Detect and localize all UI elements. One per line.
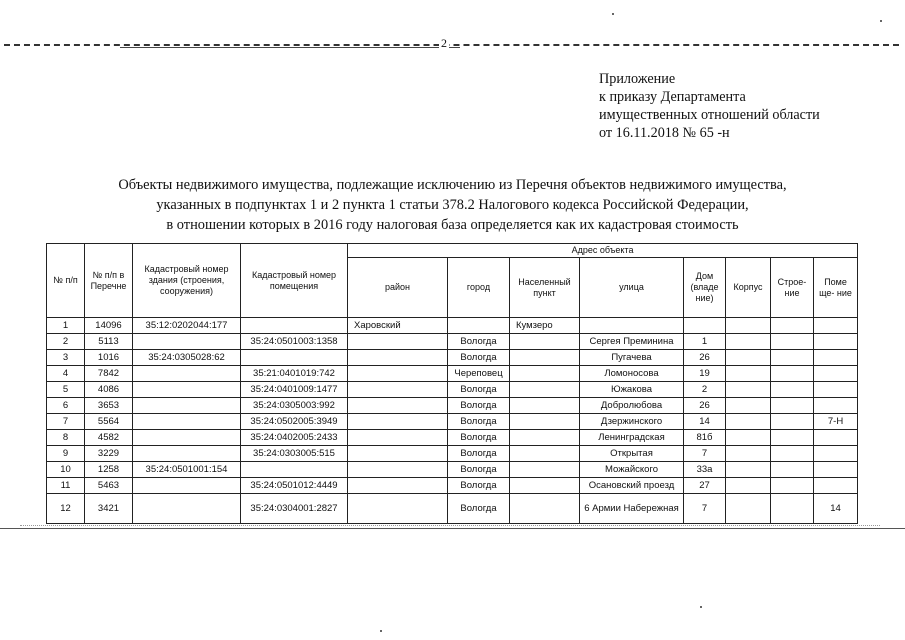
cell-list-num: 5564 bbox=[85, 414, 133, 430]
cell-house: 7 bbox=[684, 494, 726, 524]
cell-num: 3 bbox=[47, 350, 85, 366]
cell-house: 81б bbox=[684, 430, 726, 446]
table-row bbox=[47, 446, 858, 462]
cell-city: Вологда bbox=[448, 382, 510, 398]
cell-house: 2 bbox=[684, 382, 726, 398]
cell-house: 19 bbox=[684, 366, 726, 382]
objects-table bbox=[46, 243, 858, 524]
scan-bottom-rule-secondary bbox=[20, 525, 880, 526]
cell-list-num: 1258 bbox=[85, 462, 133, 478]
cell-pomeshchenie bbox=[814, 366, 858, 382]
appendix-line: имущественных отношений области bbox=[599, 107, 820, 123]
cell-street: Можайского bbox=[580, 462, 684, 478]
cell-num: 11 bbox=[47, 478, 85, 494]
title-line: указанных в подпунктах 1 и 2 пункта 1 статьи 378.2 Налогового кодекса Российской Федерации, bbox=[156, 197, 749, 213]
cell-house: 14 bbox=[684, 414, 726, 430]
scan-top-rule-secondary bbox=[120, 47, 460, 50]
cell-city: Вологда bbox=[448, 350, 510, 366]
header-address-group: Адрес объекта bbox=[348, 244, 858, 258]
cell-building-cadastral bbox=[133, 398, 241, 414]
cell-city: Вологда bbox=[448, 462, 510, 478]
cell-room-cadastral: 35:24:0402005:2433 bbox=[241, 430, 348, 446]
cell-stroenie bbox=[771, 398, 814, 414]
cell-district bbox=[348, 414, 448, 430]
cell-stroenie bbox=[771, 366, 814, 382]
cell-korpus bbox=[726, 366, 771, 382]
cell-stroenie bbox=[771, 478, 814, 494]
header-building-cadastral: Кадастровый номер здания (строения, сооружения) bbox=[133, 244, 241, 318]
cell-street: Сергея Преминина bbox=[580, 334, 684, 350]
cell-stroenie bbox=[771, 446, 814, 462]
cell-pomeshchenie bbox=[814, 462, 858, 478]
cell-building-cadastral: 35:24:0305028:62 bbox=[133, 350, 241, 366]
cell-room-cadastral: 35:24:0401009:1477 bbox=[241, 382, 348, 398]
cell-num: 6 bbox=[47, 398, 85, 414]
header-num: № п/п bbox=[47, 244, 85, 318]
table-row bbox=[47, 462, 858, 478]
cell-city bbox=[448, 318, 510, 334]
cell-korpus bbox=[726, 446, 771, 462]
cell-district bbox=[348, 334, 448, 350]
cell-city: Вологда bbox=[448, 398, 510, 414]
appendix-block bbox=[599, 70, 820, 142]
header-stroenie: Строе- ние bbox=[771, 258, 814, 318]
cell-korpus bbox=[726, 414, 771, 430]
title-line: Объекты недвижимого имущества, подлежащие исключению из Перечня объектов недвижимого имущества, bbox=[118, 177, 787, 193]
cell-street: Осановский проезд bbox=[580, 478, 684, 494]
cell-stroenie bbox=[771, 430, 814, 446]
cell-room-cadastral: 35:24:0305003:992 bbox=[241, 398, 348, 414]
cell-street: Открытая bbox=[580, 446, 684, 462]
cell-pomeshchenie bbox=[814, 446, 858, 462]
cell-settlement bbox=[510, 446, 580, 462]
document-title bbox=[0, 175, 905, 235]
cell-num: 4 bbox=[47, 366, 85, 382]
cell-settlement bbox=[510, 366, 580, 382]
cell-list-num: 1016 bbox=[85, 350, 133, 366]
cell-district bbox=[348, 462, 448, 478]
title-line: в отношении которых в 2016 году налоговая база определяется как их кадастровая стоимость bbox=[166, 217, 739, 233]
cell-korpus bbox=[726, 478, 771, 494]
cell-city: Вологда bbox=[448, 414, 510, 430]
cell-settlement bbox=[510, 382, 580, 398]
cell-stroenie bbox=[771, 494, 814, 524]
cell-district: Харовский bbox=[348, 318, 448, 334]
cell-city: Вологда bbox=[448, 430, 510, 446]
cell-street: Южакова bbox=[580, 382, 684, 398]
cell-settlement bbox=[510, 334, 580, 350]
cell-stroenie bbox=[771, 334, 814, 350]
cell-street: 6 Армии Набережная bbox=[580, 494, 684, 524]
cell-pomeshchenie bbox=[814, 478, 858, 494]
cell-street: Дзержинского bbox=[580, 414, 684, 430]
cell-num: 2 bbox=[47, 334, 85, 350]
table-row bbox=[47, 478, 858, 494]
cell-city: Вологда bbox=[448, 446, 510, 462]
cell-pomeshchenie bbox=[814, 398, 858, 414]
cell-building-cadastral bbox=[133, 430, 241, 446]
cell-num: 5 bbox=[47, 382, 85, 398]
cell-building-cadastral bbox=[133, 446, 241, 462]
scan-speck bbox=[700, 606, 702, 608]
table-body bbox=[47, 318, 858, 524]
cell-room-cadastral: 35:24:0501003:1358 bbox=[241, 334, 348, 350]
cell-street: Ленинградская bbox=[580, 430, 684, 446]
cell-list-num: 4582 bbox=[85, 430, 133, 446]
cell-room-cadastral: 35:24:0304001:2827 bbox=[241, 494, 348, 524]
header-street: улица bbox=[580, 258, 684, 318]
appendix-line: Приложение bbox=[599, 71, 676, 87]
cell-house: 7 bbox=[684, 446, 726, 462]
appendix-line: от 16.11.2018 № 65 -н bbox=[599, 125, 730, 141]
cell-stroenie bbox=[771, 414, 814, 430]
header-korpus: Корпус bbox=[726, 258, 771, 318]
cell-num: 1 bbox=[47, 318, 85, 334]
cell-room-cadastral: 35:24:0501012:4449 bbox=[241, 478, 348, 494]
cell-num: 9 bbox=[47, 446, 85, 462]
cell-building-cadastral bbox=[133, 494, 241, 524]
cell-settlement bbox=[510, 430, 580, 446]
table-row bbox=[47, 494, 858, 524]
cell-street: Добролюбова bbox=[580, 398, 684, 414]
cell-district bbox=[348, 494, 448, 524]
table-row bbox=[47, 318, 858, 334]
cell-building-cadastral bbox=[133, 334, 241, 350]
header-house: Дом (владе ние) bbox=[684, 258, 726, 318]
cell-room-cadastral: 35:21:0401019:742 bbox=[241, 366, 348, 382]
cell-street bbox=[580, 318, 684, 334]
cell-house: 1 bbox=[684, 334, 726, 350]
scan-speck bbox=[880, 20, 882, 22]
cell-pomeshchenie bbox=[814, 334, 858, 350]
cell-settlement: Кумзеро bbox=[510, 318, 580, 334]
header-pomeshchenie: Поме ще- ние bbox=[814, 258, 858, 318]
cell-stroenie bbox=[771, 462, 814, 478]
cell-room-cadastral: 35:24:0502005:3949 bbox=[241, 414, 348, 430]
page-number: 2 bbox=[441, 36, 447, 50]
cell-pomeshchenie bbox=[814, 318, 858, 334]
header-district: район bbox=[348, 258, 448, 318]
scan-speck bbox=[380, 630, 382, 632]
header-city: город bbox=[448, 258, 510, 318]
cell-building-cadastral: 35:24:0501001:154 bbox=[133, 462, 241, 478]
header-list-num: № п/п в Перечне bbox=[85, 244, 133, 318]
cell-settlement bbox=[510, 478, 580, 494]
table-row bbox=[47, 350, 858, 366]
cell-pomeshchenie bbox=[814, 430, 858, 446]
cell-korpus bbox=[726, 350, 771, 366]
scan-bottom-rule bbox=[0, 528, 905, 529]
cell-building-cadastral bbox=[133, 366, 241, 382]
cell-korpus bbox=[726, 462, 771, 478]
cell-district bbox=[348, 398, 448, 414]
cell-district bbox=[348, 430, 448, 446]
cell-list-num: 4086 bbox=[85, 382, 133, 398]
cell-num: 8 bbox=[47, 430, 85, 446]
cell-stroenie bbox=[771, 350, 814, 366]
cell-house: 27 bbox=[684, 478, 726, 494]
cell-list-num: 3229 bbox=[85, 446, 133, 462]
cell-house: 33а bbox=[684, 462, 726, 478]
cell-street: Пугачева bbox=[580, 350, 684, 366]
table-row bbox=[47, 430, 858, 446]
cell-settlement bbox=[510, 494, 580, 524]
cell-district bbox=[348, 382, 448, 398]
table-row bbox=[47, 366, 858, 382]
cell-korpus bbox=[726, 382, 771, 398]
cell-room-cadastral: 35:24:0303005:515 bbox=[241, 446, 348, 462]
header-settlement: Населенный пункт bbox=[510, 258, 580, 318]
cell-settlement bbox=[510, 350, 580, 366]
table-row bbox=[47, 414, 858, 430]
cell-list-num: 3421 bbox=[85, 494, 133, 524]
cell-list-num: 5463 bbox=[85, 478, 133, 494]
cell-building-cadastral bbox=[133, 414, 241, 430]
cell-korpus bbox=[726, 494, 771, 524]
cell-city: Вологда bbox=[448, 334, 510, 350]
scan-speck bbox=[612, 13, 614, 15]
cell-district bbox=[348, 366, 448, 382]
cell-house: 26 bbox=[684, 398, 726, 414]
cell-city: Вологда bbox=[448, 478, 510, 494]
cell-korpus bbox=[726, 398, 771, 414]
cell-street: Ломоносова bbox=[580, 366, 684, 382]
cell-settlement bbox=[510, 414, 580, 430]
table-row bbox=[47, 398, 858, 414]
cell-num: 7 bbox=[47, 414, 85, 430]
cell-korpus bbox=[726, 334, 771, 350]
cell-city: Череповец bbox=[448, 366, 510, 382]
cell-stroenie bbox=[771, 318, 814, 334]
cell-settlement bbox=[510, 462, 580, 478]
cell-korpus bbox=[726, 430, 771, 446]
cell-pomeshchenie: 14 bbox=[814, 494, 858, 524]
cell-district bbox=[348, 478, 448, 494]
cell-building-cadastral bbox=[133, 382, 241, 398]
cell-settlement bbox=[510, 398, 580, 414]
cell-house: 26 bbox=[684, 350, 726, 366]
appendix-line: к приказу Департамента bbox=[599, 89, 746, 105]
table-row bbox=[47, 382, 858, 398]
cell-num: 10 bbox=[47, 462, 85, 478]
cell-building-cadastral: 35:12:0202044:177 bbox=[133, 318, 241, 334]
cell-district bbox=[348, 350, 448, 366]
table-row bbox=[47, 334, 858, 350]
cell-building-cadastral bbox=[133, 478, 241, 494]
cell-room-cadastral bbox=[241, 318, 348, 334]
cell-room-cadastral bbox=[241, 462, 348, 478]
cell-num: 12 bbox=[47, 494, 85, 524]
cell-pomeshchenie bbox=[814, 382, 858, 398]
cell-list-num: 14096 bbox=[85, 318, 133, 334]
cell-list-num: 3653 bbox=[85, 398, 133, 414]
cell-room-cadastral bbox=[241, 350, 348, 366]
header-room-cadastral: Кадастровый номер помещения bbox=[241, 244, 348, 318]
cell-stroenie bbox=[771, 382, 814, 398]
cell-korpus bbox=[726, 318, 771, 334]
cell-list-num: 5113 bbox=[85, 334, 133, 350]
cell-district bbox=[348, 446, 448, 462]
cell-house bbox=[684, 318, 726, 334]
cell-list-num: 7842 bbox=[85, 366, 133, 382]
cell-pomeshchenie: 7-Н bbox=[814, 414, 858, 430]
cell-city: Вологда bbox=[448, 494, 510, 524]
cell-pomeshchenie bbox=[814, 350, 858, 366]
